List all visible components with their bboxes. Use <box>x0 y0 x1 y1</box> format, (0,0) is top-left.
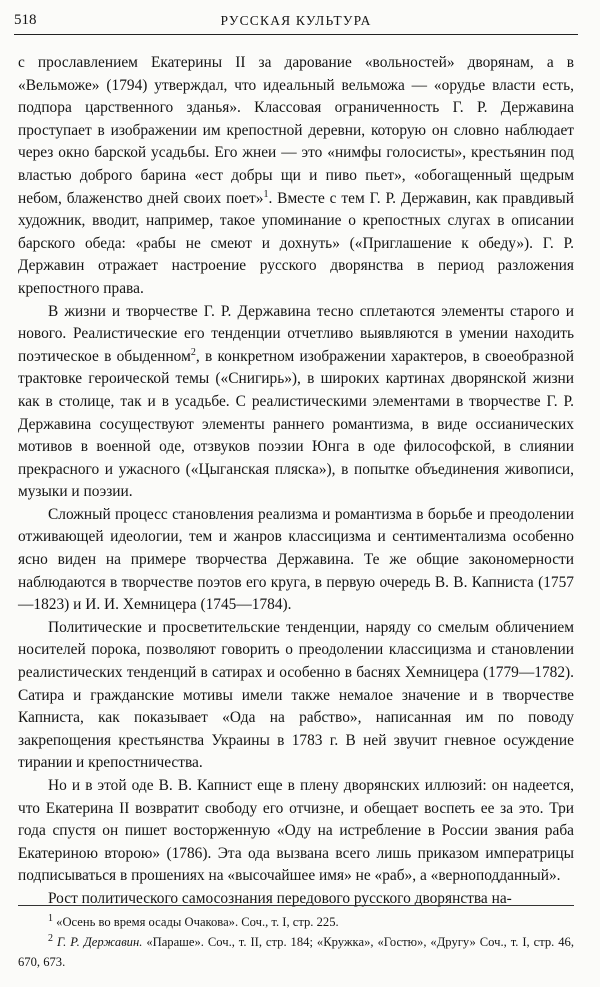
footnote-ref-2: 2 <box>190 346 196 358</box>
footnotes <box>18 905 574 972</box>
running-head: РУССКАЯ КУЛЬТУРА <box>220 13 372 28</box>
page-number: 518 <box>14 12 37 28</box>
footnote-2-number: 2 <box>48 932 53 944</box>
footnote-ref-1: 1 <box>263 188 269 200</box>
footnote-2-text: «Параше». Соч., т. II, стр. 184; «Кружка», «Гостю», «Другу» Соч., т. I, стр. 46, 670, 673. <box>18 935 575 969</box>
paragraph-2-text-a: В жизни и творчестве Г. Р. Державина тесно сплетаются элементы старого и нового. Реалистические его тенденции отчетливо выявляются в умении находить поэтическое в обыденном <box>18 302 574 365</box>
footnote-1-text: «Осень во время осады Очакова». Соч., т. I, стр. 225. <box>53 915 339 929</box>
footnote-2-author: Г. Р. Державин. <box>53 935 143 949</box>
paragraph-6: Рост политического самосознания передового русского дворянства на- <box>48 889 512 907</box>
paragraph-3: Сложный процесс становления реализма и романтизма в борьбе и преодолении отживающей идеологии, тем и жанров классицизма и сентиментализма особенно ясно виден на примере творчества Державина. Те же общие закономерности наблюдаются в творчестве поэтов его круга, в первую очередь В. В. Капниста (1757—1823) и И. И. Хемницера (1745—1784). <box>18 505 574 614</box>
footnote-1 <box>18 912 574 932</box>
paragraph-1-text-b: . Вместе с тем Г. Р. Державин, как правдивый художник, вводит, например, такое упоминание о крепостных слугах в описании барского обеда: «рабы не смеют и дохнуть» («Приглашение к обеду»). Г. Р. Державин отражает настроение русского дворянства в период разложения крепостного права. <box>18 189 574 297</box>
footnote-1-number: 1 <box>48 912 53 924</box>
paragraph-4: Политические и просветительские тенденции, наряду со смелым обличением носителей порока, позволяют говорить о преодолении классицизма и становлении реалистических тенденций в сатирах и особенно в баснях Хемницера (1779—1782). Сатира и гражданские мотивы имели также немалое значение и в творчестве Капниста, как показывает «Ода на рабство», написанная им по поводу закрепощения крестьянства Украины в 1783 г. В ней звучит гневное осуждение тирании и крепостничества. <box>18 618 574 772</box>
paragraph-5: Но и в этой оде В. В. Капнист еще в плену дворянских иллюзий: он надеется, что Екатерина II возвратит свободу его отчизне, и обещает воспеть ее за это. Три года спустя он пишет восторженную «Оду на истребление в России звания раба Екатериною второю» (1786). Эта ода вызвана всего лишь приказом императрицы подписываться в прошениях на «высочайшее имя» не «раб», а «верноподданный». <box>18 777 574 885</box>
paragraph-2 <box>18 301 574 504</box>
paragraph-2-text-b: , в конкретном изображении характеров, в своеобразной трактовке героической темы («Снигирь»), в широких картинах дворянской жизни как в столице, так и в усадьбе. С реалистическими элементами в творчестве Г. Р. Державина сосуществуют элементы раннего романтизма, в виде оссианических мотивов в военной оде, отзвуков поэзии Юнга в оде философской, в слиянии прекрасного и ужасного («Цыганская пляска»), в попытке объединения живописи, музыки и поэзии. <box>18 347 574 501</box>
footnote-2 <box>18 932 574 972</box>
main-text <box>18 52 574 911</box>
paragraph-1-text-a: с прославлением Екатерины II за дарование «вольностей» дворянам, а в «Вельможе» (1794) утверждал, что идеальный вельможа — «орудье власти есть, подпора царственного зданья». Классовая ограниченность Г. Р. Державина проступает в изображении им крепостной деревни, которую он словно наблюдает через окно барской усадьбы. Его жнеи — это «нимфы голосисты», крестьянин под властью доброго барина «ест добры щи и пиво пьет», «обогащенный щедрым небом, блаженство дней своих поет» <box>18 54 574 207</box>
paragraph-1 <box>18 52 574 301</box>
page-header <box>14 12 578 35</box>
